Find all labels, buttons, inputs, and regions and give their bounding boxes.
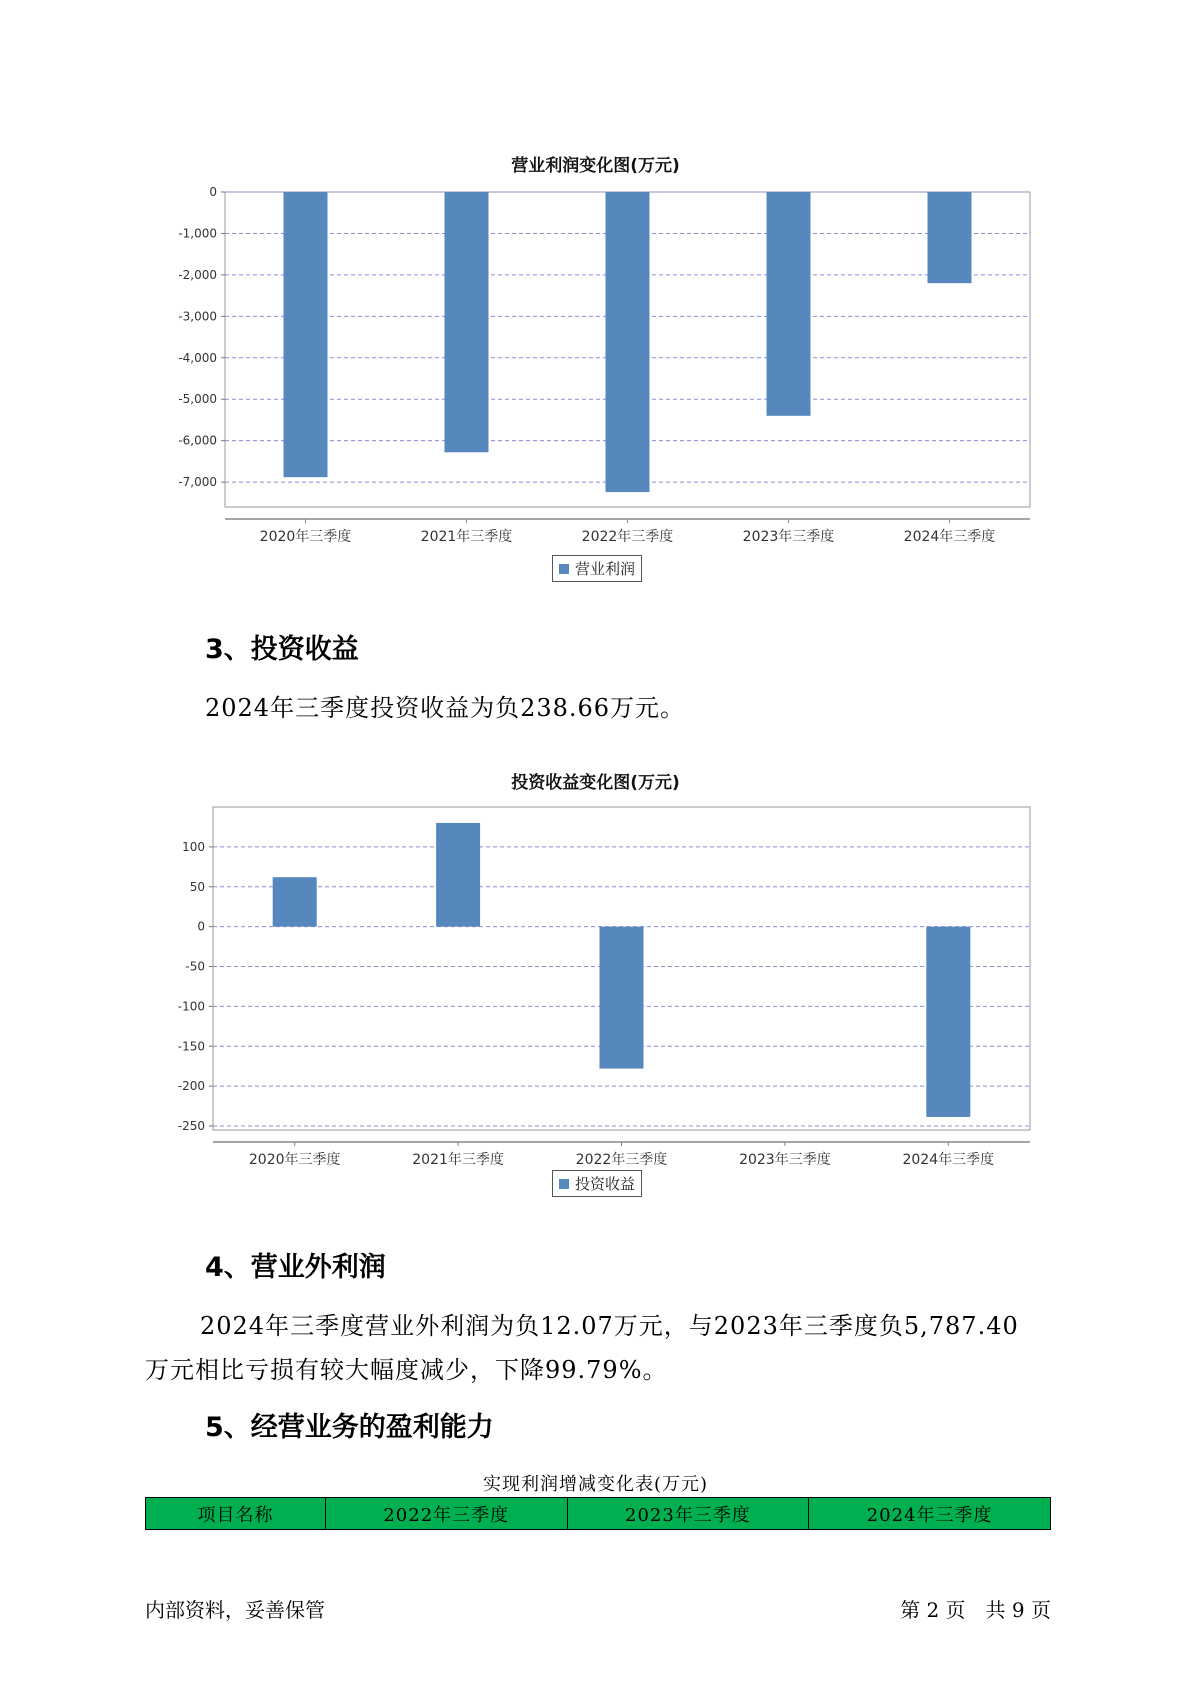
y-tick-label: 0 bbox=[209, 185, 217, 199]
bar bbox=[600, 927, 644, 1069]
chart-legend-investment-income bbox=[552, 1170, 642, 1197]
y-tick-label: -100 bbox=[177, 999, 205, 1014]
x-tick-label: 2022年三季度 bbox=[581, 529, 674, 545]
y-tick-label: -5,000 bbox=[178, 392, 217, 407]
chart-title-investment-income: 投资收益变化图(万元) bbox=[511, 773, 680, 793]
section-heading-non-operating-profit: 4、营业外利润 bbox=[205, 1252, 386, 1283]
operating-profit-chart bbox=[0, 180, 1191, 545]
y-tick-label: -50 bbox=[185, 959, 205, 974]
x-tick-label: 2020年三季度 bbox=[248, 1152, 341, 1168]
y-tick-label: -200 bbox=[177, 1079, 205, 1094]
legend-label: 营业利润 bbox=[575, 560, 636, 578]
x-tick-label: 2021年三季度 bbox=[412, 1152, 504, 1168]
y-tick-label: -7,000 bbox=[178, 475, 217, 490]
table-header-cell: 2022年三季度 bbox=[325, 1498, 567, 1530]
bar bbox=[445, 192, 489, 452]
profit-change-table bbox=[145, 1497, 1051, 1530]
table-header-cell: 项目名称 bbox=[146, 1498, 326, 1530]
table-header-cell: 2023年三季度 bbox=[567, 1498, 809, 1530]
y-tick-label: -6,000 bbox=[178, 433, 217, 448]
non-operating-profit-paragraph-line2: 万元相比亏损有较大幅度减少，下降99.79%。 bbox=[145, 1356, 668, 1384]
x-tick-label: 2020年三季度 bbox=[259, 529, 352, 545]
legend-label: 投资收益 bbox=[575, 1175, 636, 1193]
section-heading-profitability: 5、经营业务的盈利能力 bbox=[205, 1412, 494, 1443]
legend-swatch bbox=[559, 564, 569, 574]
non-operating-profit-paragraph-line1: 2024年三季度营业外利润为负12.07万元，与2023年三季度负5,787.40 bbox=[200, 1312, 1019, 1340]
y-tick-label: -3,000 bbox=[178, 309, 217, 324]
y-tick-label: -1,000 bbox=[178, 226, 217, 241]
bar bbox=[767, 192, 811, 416]
bar bbox=[284, 192, 328, 477]
bar bbox=[928, 192, 972, 283]
bar bbox=[436, 823, 480, 927]
x-tick-label: 2023年三季度 bbox=[742, 529, 835, 545]
x-tick-label: 2023年三季度 bbox=[739, 1152, 831, 1168]
bar bbox=[606, 192, 650, 492]
table-header-cell: 2024年三季度 bbox=[809, 1498, 1051, 1530]
x-tick-label: 2024年三季度 bbox=[902, 1152, 995, 1168]
x-tick-label: 2022年三季度 bbox=[575, 1152, 668, 1168]
y-tick-label: 0 bbox=[197, 919, 205, 934]
chart-title-operating-profit: 营业利润变化图(万元) bbox=[511, 156, 680, 176]
y-tick-label: -2,000 bbox=[178, 267, 217, 282]
chart-legend-operating-profit bbox=[552, 555, 642, 582]
table-caption: 实现利润增减变化表(万元) bbox=[482, 1474, 709, 1495]
bar bbox=[926, 927, 970, 1117]
y-tick-label: 100 bbox=[182, 839, 205, 854]
investment-income-chart bbox=[0, 795, 1191, 1168]
y-tick-label: -150 bbox=[177, 1039, 205, 1054]
footer-page-number: 第 2 页 共 9 页 bbox=[900, 1598, 1051, 1622]
legend-swatch bbox=[559, 1179, 569, 1189]
y-tick-label: -250 bbox=[177, 1119, 205, 1134]
y-tick-label: 50 bbox=[189, 879, 205, 894]
investment-income-paragraph: 2024年三季度投资收益为负238.66万元。 bbox=[205, 694, 686, 722]
table-header-row bbox=[146, 1498, 1051, 1530]
section-heading-investment-income: 3、投资收益 bbox=[205, 634, 359, 665]
y-tick-label: -4,000 bbox=[178, 350, 217, 365]
x-tick-label: 2024年三季度 bbox=[903, 529, 996, 545]
x-tick-label: 2021年三季度 bbox=[420, 529, 513, 545]
bar bbox=[273, 877, 317, 926]
footer-left: 内部资料，妥善保管 bbox=[145, 1598, 325, 1622]
